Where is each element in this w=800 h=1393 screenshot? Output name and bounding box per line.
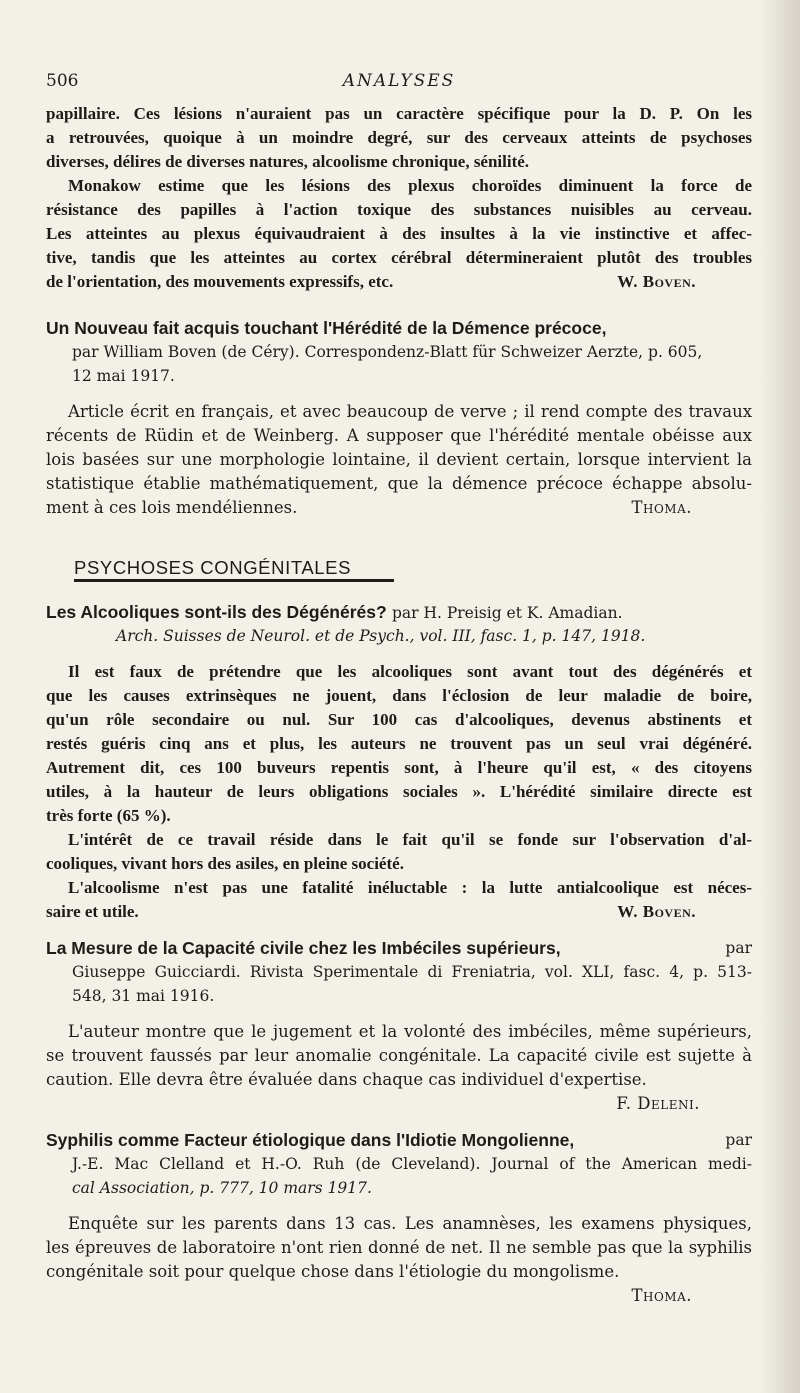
text-line: L'intérêt de ce travail réside dans le fait qu'il se fonde sur l'observation d'al-: [68, 830, 752, 849]
article-capacite-civile: [46, 936, 752, 1116]
text-line: les épreuves de laboratoire n'ont rien donné de net. Il ne semble pas que la syphilis: [46, 1238, 752, 1257]
article-title-line: [46, 1128, 752, 1152]
text-line: récents de Rüdin et de Weinberg. A supposer que l'hérédité mentale obéisse aux: [46, 426, 752, 445]
text-line: caution. Elle devra être évaluée dans chaque cas individuel d'expertise.: [46, 1070, 647, 1089]
text-line-with-signature: [46, 900, 752, 924]
page-number: 506: [46, 71, 79, 91]
section-heading: PSYCHOSES CONGÉNITALES: [74, 557, 352, 578]
text-line: ment à ces lois mendéliennes.: [46, 498, 298, 517]
article-title-tail: par: [725, 1131, 752, 1149]
article-title-tail: par: [725, 939, 752, 957]
text-line: que les causes extrinsèques ne jouent, dans l'éclosion de leur maladie de boire,: [46, 686, 752, 705]
text-line: résistance des papilles à l'action toxique des substances nuisibles au cerveau.: [46, 200, 752, 219]
text-line: papillaire. Ces lésions n'auraient pas un caractère spécifique pour la D. P. On les: [46, 104, 752, 123]
text-line: se trouvent faussés par leur anomalie congénitale. La capacité civile est sujette à: [46, 1046, 752, 1065]
article-title-line: [46, 600, 752, 624]
article-alcooliques: [46, 600, 752, 924]
article-syphilis-mongolisme: [46, 1128, 752, 1308]
article-authors: par H. Preisig et K. Amadian.: [391, 604, 623, 622]
article-title-line: [46, 936, 752, 960]
reviewer-signature: Thoma.: [631, 1286, 692, 1305]
text-line: utiles, à la hauteur de leurs obligations sociales ». L'hérédité similaire directe est: [46, 782, 752, 801]
article-body: [46, 660, 752, 924]
text-line: statistique établie mathématiquement, que la démence précoce échappe absolu-: [46, 474, 752, 493]
article-heredite-demence: [46, 316, 752, 520]
article-title: La Mesure de la Capacité civile chez les Imbéciles supérieurs,: [46, 938, 561, 958]
reviewer-signature: F. Deleni.: [616, 1094, 700, 1113]
reviewer-signature: Thoma.: [631, 498, 692, 517]
section-underline: [74, 579, 394, 582]
page-edge-shadow: [760, 0, 800, 1393]
text-line-with-signature: [46, 270, 752, 294]
text-line: Article écrit en français, et avec beaucoup de verve ; il rend compte des travaux: [68, 402, 752, 421]
article-reference: J.-E. Mac Clelland et H.-O. Ruh (de Cleveland). Journal of the American medi-: [72, 1155, 752, 1173]
text-line-with-signature: [46, 496, 752, 520]
text-line: Il est faux de prétendre que les alcooliques sont avant tout des dégénérés et: [68, 662, 752, 681]
text-line: qu'un rôle secondaire ou nul. Sur 100 cas d'alcooliques, devenus abstinents et: [46, 710, 752, 729]
text-line: cooliques, vivant hors des asiles, en pleine société.: [46, 854, 404, 873]
article-title: Un Nouveau fait acquis touchant l'Hérédité de la Démence précoce,: [46, 318, 607, 338]
article-reference: cal Association, p. 777, 10 mars 1917.: [72, 1179, 372, 1197]
text-line: Autrement dit, ces 100 buveurs repentis sont, à l'heure qu'il est, « des citoyens: [46, 758, 752, 777]
text-line: L'alcoolisme n'est pas une fatalité inéluctable : la lutte antialcoolique est néces-: [68, 878, 752, 897]
running-header: [46, 68, 752, 94]
text-line: Monakow estime que les lésions des plexus choroïdes diminuent la force de: [68, 176, 752, 195]
text-line: saire et utile.: [46, 902, 139, 921]
text-line: Les atteintes au plexus équivaudraient à des insultes à la vie instinctive et affec-: [46, 224, 752, 243]
text-line: restés guéris cinq ans et plus, les auteurs ne trouvent pas un seul vrai dégénéré.: [46, 734, 752, 753]
reviewer-signature: W. Boven.: [617, 902, 696, 921]
article-title: Les Alcooliques sont-ils des Dégénérés?: [46, 602, 387, 622]
text-line: tive, tandis que les atteintes au cortex cérébral détermineraient plutôt des troubles: [46, 248, 752, 267]
text-line: diverses, délires de diverses natures, alcoolisme chronique, sénilité.: [46, 152, 530, 171]
article-reference: 548, 31 mai 1916.: [72, 987, 215, 1005]
text-line: Enquête sur les parents dans 13 cas. Les anamnèses, les examens physiques,: [68, 1214, 752, 1233]
article-reference: Arch. Suisses de Neurol. et de Psych., vol. III, fasc. 1, p. 147, 1918.: [116, 627, 646, 645]
review-continuation: [46, 102, 752, 294]
text-line: congénitale soit pour quelque chose dans l'étiologie du mongolisme.: [46, 1262, 620, 1281]
reviewer-signature: W. Boven.: [617, 272, 696, 291]
text-line: de l'orientation, des mouvements expressifs, etc.: [46, 272, 394, 291]
text-line: très forte (65 %).: [46, 806, 171, 825]
article-title: Syphilis comme Facteur étiologique dans l'Idiotie Mongolienne,: [46, 1130, 575, 1150]
text-line: lois basées sur une morphologie lointaine, il devient certain, lorsque intervient la: [46, 450, 752, 469]
text-line: L'auteur montre que le jugement et la volonté des imbéciles, même supérieurs,: [68, 1022, 752, 1041]
article-reference: 12 mai 1917.: [72, 367, 175, 385]
signature-line: [46, 1284, 752, 1308]
running-head-title: ANALYSES: [342, 71, 456, 91]
article-reference: par William Boven (de Céry). Correspondenz-Blatt für Schweizer Aerzte, p. 605,: [72, 343, 703, 361]
text-line: a retrouvées, quoique à un moindre degré, sur des cerveaux atteints de psychoses: [46, 128, 752, 147]
article-reference: Giuseppe Guicciardi. Rivista Sperimentale di Freniatria, vol. XLI, fasc. 4, p. 513-: [72, 963, 752, 981]
signature-line: [46, 1092, 752, 1116]
